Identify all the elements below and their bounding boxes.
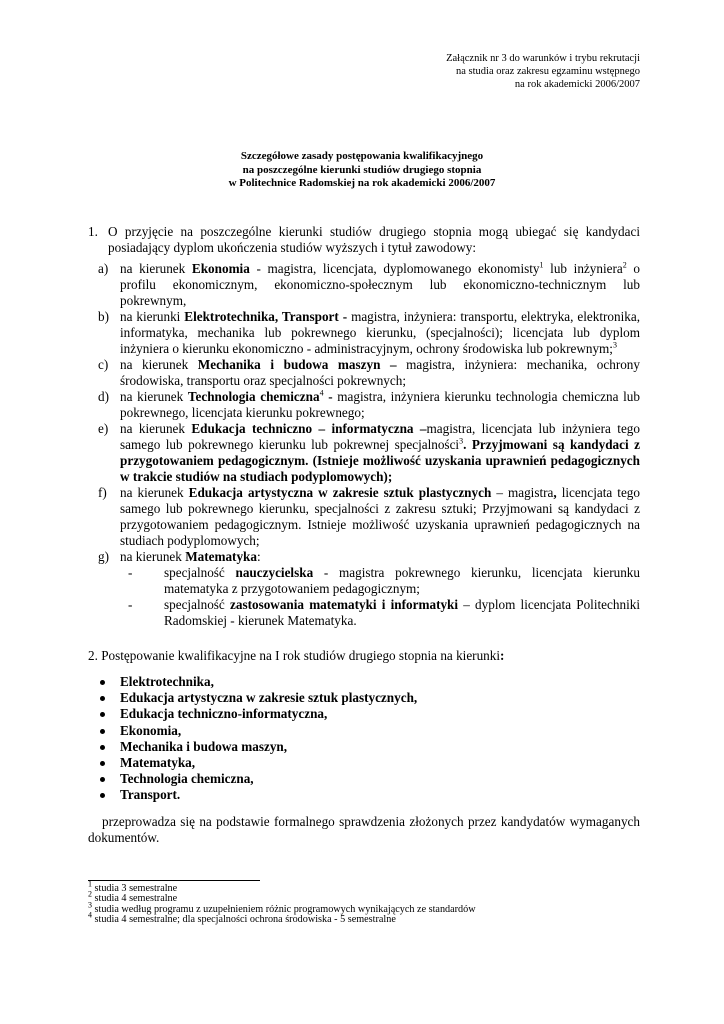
sub-item-nauczycielska	[128, 565, 640, 597]
item-label: c)	[98, 357, 109, 372]
footnote-ref: 3	[612, 340, 617, 350]
item-label: f)	[98, 485, 107, 500]
dash-marker: -	[128, 565, 133, 580]
annex-header	[446, 52, 640, 91]
item-text: na kierunek	[120, 485, 189, 500]
bullet-icon	[100, 696, 105, 701]
annex-line: Załącznik nr 3 do warunków i trybu rekrutacji	[446, 53, 640, 64]
list-item	[88, 771, 640, 787]
item-text: lub inżyniera	[543, 261, 623, 276]
annex-line: na rok akademicki 2006/2007	[514, 79, 640, 90]
field-name: Edukacja techniczno-informatyczna,	[120, 706, 328, 722]
footnote-ref: 2	[622, 260, 627, 270]
item-text: magistra, inżyniera kierunku technologia chemiczna lub pokrewnego, licencjata kierunku pokrewnego;	[120, 389, 640, 420]
list-item	[88, 739, 640, 755]
field-name: Mechanika i budowa maszyn,	[120, 738, 288, 754]
dash-marker: -	[128, 597, 133, 612]
footnote-text: studia według programu z uzupełnieniem różnic programowych wynikających ze standardów	[92, 903, 476, 915]
document-title	[0, 150, 724, 191]
list-item-ekonomia	[98, 261, 640, 309]
section-number: 1.	[88, 224, 98, 239]
item-text: na kierunek	[120, 549, 186, 564]
bullet-icon	[100, 793, 105, 798]
field-name: Mechanika i budowa maszyn –	[197, 357, 397, 372]
footnote-number: 2	[88, 890, 92, 900]
bullet-icon	[100, 777, 105, 782]
bullet-icon	[100, 712, 105, 717]
footnote-ref: 1	[539, 260, 544, 270]
footnote-text: studia 4 semestralne	[92, 893, 178, 905]
field-name: Ekonomia	[191, 261, 250, 276]
item-text: -	[323, 389, 333, 404]
item-label: d)	[98, 389, 109, 404]
field-name: Technologia chemiczna,	[120, 771, 254, 787]
section-intro-text: O przyjęcie na poszczególne kierunki studiów drugiego stopnia mogą ubiegać się kandydaci posiadający dyplom ukończenia studiów wyższych i tytuł zawodowy:	[108, 224, 640, 255]
list-item	[88, 690, 640, 706]
sub-item-zastosowania	[128, 597, 640, 629]
item-text: licencjata tego samego lub pokrewnego kierunku, specjalności z zakresu sztuki; Przyjmowani są kandydaci z przygotowaniem pedagogicznym. Istnieje możliwość uzyskania uprawnień pedagogicznych na studiach podyplomowych;	[120, 485, 640, 548]
item-text: magistra, inżyniera: mechanika, ochrony środowiska, transportu oraz specjalności pokrewnych;	[120, 357, 640, 388]
item-label: a)	[98, 261, 109, 276]
footnote-text: studia 3 semestralne	[92, 883, 178, 894]
field-name: Ekonomia,	[120, 722, 182, 738]
item-text: magistra, inżyniera: transportu, elektryka, elektronika, informatyka, mechanika lub pokrewnego kierunku, (specjalności); licencjata lub dyplom inżyniera o kierunku ekonomiczno - administracyjnym, ochrony środowiska lub pokrewnym;	[120, 309, 640, 356]
footnote-number: 4	[88, 910, 92, 920]
eligibility-list	[88, 261, 640, 629]
field-name: Elektrotechnika, Transport -	[184, 309, 348, 324]
list-item	[88, 723, 640, 739]
list-item	[88, 755, 640, 771]
intro-colon: :	[500, 648, 505, 663]
section-1	[88, 224, 640, 629]
footnote-ref: 4	[319, 388, 324, 398]
footnote-number: 3	[88, 900, 92, 910]
item-text: na kierunki	[120, 309, 185, 324]
title-line: na poszczególne kierunki studiów drugiego stopnia	[242, 163, 482, 176]
item-text: - magistra pokrewnego kierunku, licencjata kierunku matematyka z przygotowaniem pedagogicznym;	[164, 565, 640, 596]
title-line: w Politechnice Radomskiej na rok akademicki 2006/2007	[228, 177, 496, 189]
section-intro-text: 2. Postępowanie kwalifikacyjne na I rok studiów drugiego stopnia na kierunki	[88, 648, 501, 663]
item-text: . Przyjmowani są kandydaci z przygotowaniem pedagogicznym. (Istnieje możliwość uzyskania uprawnień pedagogicznych w trakcie studiów na studiach podyplomowych);	[120, 437, 640, 484]
list-item-technologia-chemiczna	[98, 389, 640, 421]
bullet-icon	[100, 745, 105, 750]
section-2	[88, 648, 640, 846]
item-text: – dyplom licencjata Politechniki Radomskiej - kierunek Matematyka.	[164, 597, 640, 628]
section-2-intro	[88, 648, 640, 664]
footnote	[88, 910, 476, 926]
field-name: Transport.	[120, 787, 181, 803]
closing-paragraph: przeprowadza się na podstawie formalnego sprawdzenia złożonych przez kandydatów wymaganych dokumentów.	[88, 813, 640, 845]
item-text: – magistra	[491, 485, 554, 500]
specialty-name: nauczycielska	[235, 565, 314, 580]
field-list	[88, 674, 640, 804]
field-name: Edukacja techniczno – informatyczna –	[191, 421, 427, 436]
list-item-edukacja-techniczno-informatyczna	[98, 421, 640, 485]
item-text: na kierunek	[120, 421, 192, 436]
title-line: Szczegółowe zasady postępowania kwalifikacyjnego	[240, 150, 484, 162]
item-text: ,	[553, 485, 557, 500]
footnote-number: 1	[88, 879, 92, 889]
item-text: - magistra, licencjata, dyplomowanego ekonomisty	[249, 261, 540, 276]
item-text: o profilu ekonomicznym, ekonomiczno-społecznym lub ekonomiczno-technicznym lub pokrewnym,	[120, 261, 641, 308]
annex-line: na studia oraz zakresu egzaminu wstępnego	[456, 66, 640, 77]
specialty-name: zastosowania matematyki i informatyki	[230, 597, 459, 612]
field-name: Matematyka,	[120, 755, 196, 771]
bullet-icon	[100, 680, 105, 685]
footnote-ref: 3	[459, 436, 464, 446]
item-text: specjalność	[164, 565, 236, 580]
section-1-intro	[88, 224, 640, 256]
field-name: Elektrotechnika,	[120, 674, 214, 689]
footnotes	[88, 879, 476, 926]
field-name: Matematyka	[185, 549, 257, 564]
item-text: :	[256, 549, 261, 564]
item-label: b)	[98, 309, 109, 324]
list-item-matematyka	[98, 549, 640, 565]
field-name: Edukacja artystyczna w zakresie sztuk plastycznych	[188, 485, 492, 500]
item-label: e)	[98, 421, 109, 436]
item-text: na kierunek	[120, 357, 198, 372]
footnote-text: studia 4 semestralne; dla specjalności ochrona środowiska - 5 semestralne	[92, 914, 396, 926]
footnote-divider	[88, 880, 260, 881]
list-item	[88, 674, 640, 690]
item-text: specjalność	[164, 597, 230, 612]
bullet-icon	[100, 729, 105, 734]
list-item-mechanika	[98, 357, 640, 389]
bullet-icon	[100, 761, 105, 766]
item-label: g)	[98, 549, 109, 564]
item-text: magistra, licencjata lub inżyniera tego samego lub pokrewnego kierunku lub pokrewnej specjalności	[120, 421, 640, 452]
field-name: Edukacja artystyczna w zakresie sztuk plastycznych,	[120, 690, 418, 706]
item-text: na kierunek	[120, 261, 192, 276]
list-item-edukacja-artystyczna	[98, 485, 640, 549]
list-item-elektrotechnika-transport	[98, 309, 640, 357]
field-name: Technologia chemiczna	[187, 389, 320, 404]
list-item	[88, 706, 640, 722]
item-text: na kierunek	[120, 389, 188, 404]
list-item	[88, 787, 640, 803]
